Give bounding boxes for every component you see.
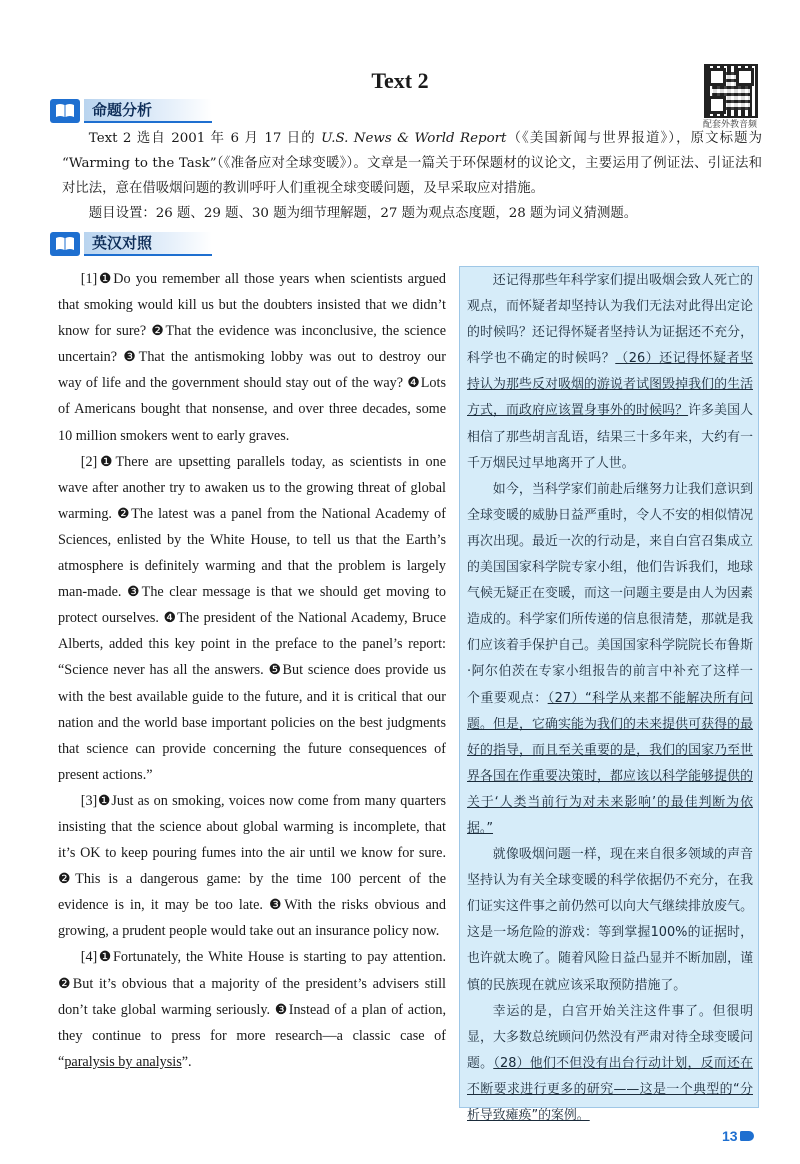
english-paragraph: [2]❶There are upsetting parallels today, as scientists in one wave after another try to awaken us to the growing threat of global warming. ❷The latest was a panel from the National Academy of Sciences, enlisted by the White House, to tell us that the Earth’s atmosphere is definitely warming and that the problem is largely man-made. ❸The clear message is that we should get moving to protect ourselves. ❹The president of the National Academy, Bruce Alberts, added this key point in the preface to the panel’s report: “Science never has all the answers. ❺But science does provide us with the best available guide to the future, and it is critical that our nation and the world base important policies on the best judgments that science can provide concerning the future consequences of present actions.”: [58, 453, 446, 783]
underlined-phrase: paralysis by analysis: [64, 1053, 182, 1070]
qr-caption: 配套外教音频: [702, 120, 757, 130]
english-paragraph: [3]❶Just as on smoking, voices now come from many quarters insisting that the science about global warming is incomplete, that it’s OK to keep pouring fumes into the air until we know for sure. ❷This is a dangerous game: by the time 100 percent of the evidence is in, it may be too late. ❸With the risks obvious and growing, a prudent people would take out an insurance policy now.: [58, 792, 446, 940]
answer-underline: （26）还记得怀疑者坚持认为那些反对吸烟的游说者试图毁掉我们的生活方式，而政府应该置身事外的时候吗？: [467, 351, 754, 419]
answer-underline: （27）“科学从来都不能解决所有问题。但是，它确实能为我们的未来提供可获得的最好的指导，而且至关重要的是，我们的国家乃至世界各国在作重要决策时，都应该以科学能够提供的关于‘人类当前行为对未来影响’的最佳判断为依据。”: [467, 690, 754, 836]
english-paragraph: [4]❶Fortunately, the White House is starting to pay attention. ❷But it’s obvious that a majority of the president’s advisers still don’t take global warming seriously. ❸Instead of a plan of action, they continue to press for more research—a classic case of “paralysis by analysis”.: [58, 949, 446, 1070]
chinese-column: [467, 268, 753, 1129]
page-title: Text 2: [371, 68, 429, 93]
chinese-paragraph: 幸运的是，白宫开始关注这件事了。但很明显，大多数总统顾问仍然没有严肃对待全球变暖问题。（28）他们不但没有出台行动计划，反而还在不断要求进行更多的研究——这是一个典型的“分析导致瘫痪”的案例。: [467, 1003, 754, 1123]
section-label: 命题分析: [84, 99, 212, 123]
chinese-paragraph: 如今，当科学家们前赴后继努力让我们意识到全球变暖的威胁日益严重时，令人不安的相似情况再次出现。最近一次的行动是，来自白宫召集成立的美国国家科学院专家小组，他们告诉我们，地球气候无疑正在变暖，而这一问题主要是由人为因素造成的。科学家们所传递的信息很清楚，那就是我们应该着手保护自己。美国国家科学院院长布鲁斯·阿尔伯茨在专家小组报告的前言中补充了这样一个重要观点：（27）“科学从来都不能解决所有问题。但是，它确实能为我们的未来提供可获得的最好的指导，而且至关重要的是，我们的国家乃至世界各国在作重要决策时，都应该以科学能够提供的关于‘人类当前行为对未来影响’的最佳判断为依据。”: [467, 481, 754, 836]
source-name: U.S. News & World Report: [321, 131, 507, 146]
section-label: 英汉对照: [84, 232, 212, 256]
page-tab-icon: [740, 1131, 754, 1141]
chinese-paragraph: 就像吸烟问题一样，现在来自很多领域的声音坚持认为有关全球变暖的科学依据仍不充分，在我们证实这件事之前仍然可以向大气继续排放废气。这是一场危险的游戏：等到掌握100%的证据时，也许就太晚了。随着风险日益凸显并不断加剧，谨慎的民族现在就应该采取预防措施了。: [467, 847, 753, 993]
section-header-bilingual: [50, 232, 212, 256]
book-icon: [50, 232, 80, 256]
analysis-paragraph: 题目设置：26 题、29 题、30 题为细节理解题，27 题为观点态度题，28 题为词义猜测题。: [88, 206, 638, 221]
page-number: 13: [722, 1128, 754, 1144]
answer-underline: （28）他们不但没有出台行动计划，反而还在不断要求进行更多的研究——这是一个典型的“分析导致瘫痪”的案例。: [467, 1055, 754, 1123]
section-header-analysis: [50, 99, 212, 123]
english-column: [58, 266, 446, 1075]
analysis-paragraph: Text 2 选自 2001 年 6 月 17 日的 U.S. News & World Report（《美国新闻与世界报道》），原文标题为 “Warming to the Task”（《准备应对全球变暖》）。文章是一篇关于环保题材的议论文，主要运用了例证法、引证法和对比法，意在借吸烟问题的教训呼吁人们重视全球变暖问题，及早采取应对措施。: [62, 131, 763, 196]
chinese-paragraph: 还记得那些年科学家们提出吸烟会致人死亡的观点，而怀疑者却坚持认为我们无法对此得出定论的时候吗？还记得怀疑者坚持认为证据还不充分，科学也不确定的时候吗？（26）还记得怀疑者坚持认为那些反对吸烟的游说者试图毁掉我们的生活方式，而政府应该置身事外的时候吗？许多美国人相信了那些胡言乱语，结果三十多年来，大约有一千万烟民过早地离开了人世。: [467, 273, 754, 471]
book-icon: [50, 99, 80, 123]
analysis-text: [62, 126, 762, 226]
qr-code-icon[interactable]: [704, 64, 758, 118]
english-paragraph: [1]❶Do you remember all those years when scientists argued that smoking would kill us but the doubters insisted that we didn’t know for sure? ❷That the evidence was inconclusive, the science uncertain? ❸That the antismoking lobby was out to destroy our way of life and the government should stay out of the way? ❹Lots of Americans bought that nonsense, and over three decades, some 10 million smokers went to early graves.: [58, 271, 446, 444]
